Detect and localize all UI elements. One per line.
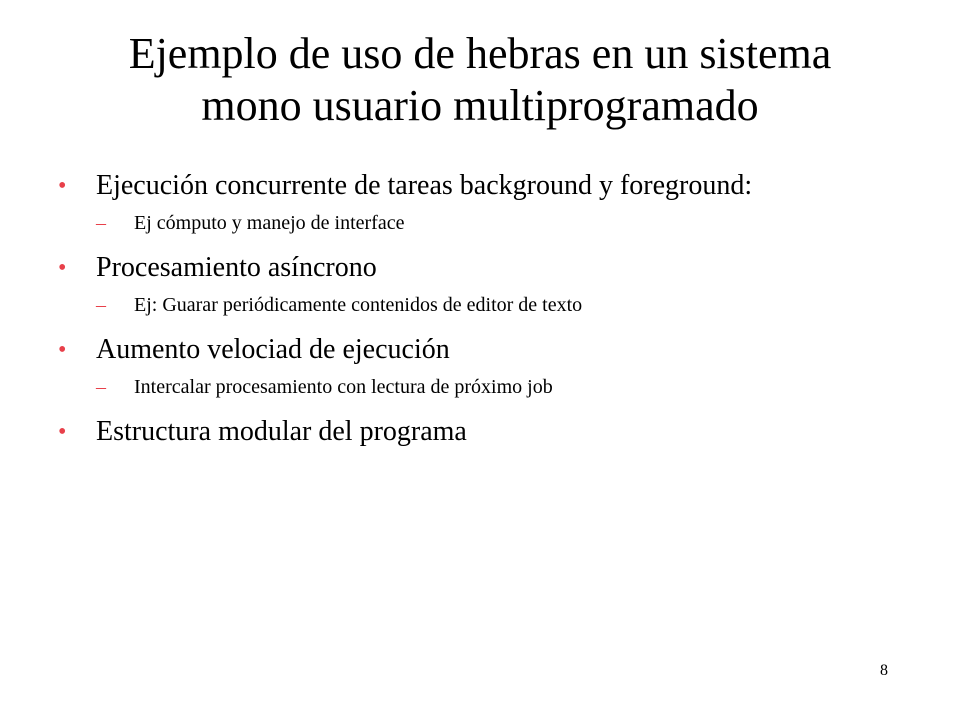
sub-bullet-item — [96, 372, 918, 402]
sub-bullet-marker: – — [96, 376, 106, 398]
bullet-text: Ejecución concurrente de tareas background y foreground: — [96, 170, 753, 201]
bullet-text: Aumento velociad de ejecución — [96, 334, 450, 365]
bullet-item — [58, 168, 918, 204]
sub-bullet-text: Ej cómputo y manejo de interface — [134, 212, 405, 234]
sub-bullet-item — [96, 290, 918, 320]
bullet-marker: • — [58, 337, 67, 363]
sub-bullet-text: Intercalar procesamiento con lectura de próximo job — [134, 376, 553, 398]
bullet-item — [58, 414, 918, 450]
bullet-marker: • — [58, 255, 67, 281]
sub-bullet-marker: – — [96, 294, 106, 316]
bullet-list — [58, 168, 918, 454]
page-number: 8 — [880, 662, 888, 679]
sub-bullet-marker: – — [96, 212, 106, 234]
bullet-marker: • — [58, 173, 67, 199]
bullet-item — [58, 332, 918, 368]
sub-bullet-text: Ej: Guarar periódicamente contenidos de editor de texto — [134, 294, 583, 316]
slide-title-line-2: mono usuario multiprogramado — [201, 81, 759, 130]
slide-title — [60, 28, 900, 132]
sub-bullet-item — [96, 208, 918, 238]
bullet-marker: • — [58, 419, 67, 445]
slide-title-line-1: Ejemplo de uso de hebras en un sistema — [128, 29, 832, 78]
bullet-text: Procesamiento asíncrono — [96, 252, 377, 283]
bullet-text: Estructura modular del programa — [96, 416, 467, 447]
bullet-item — [58, 250, 918, 286]
